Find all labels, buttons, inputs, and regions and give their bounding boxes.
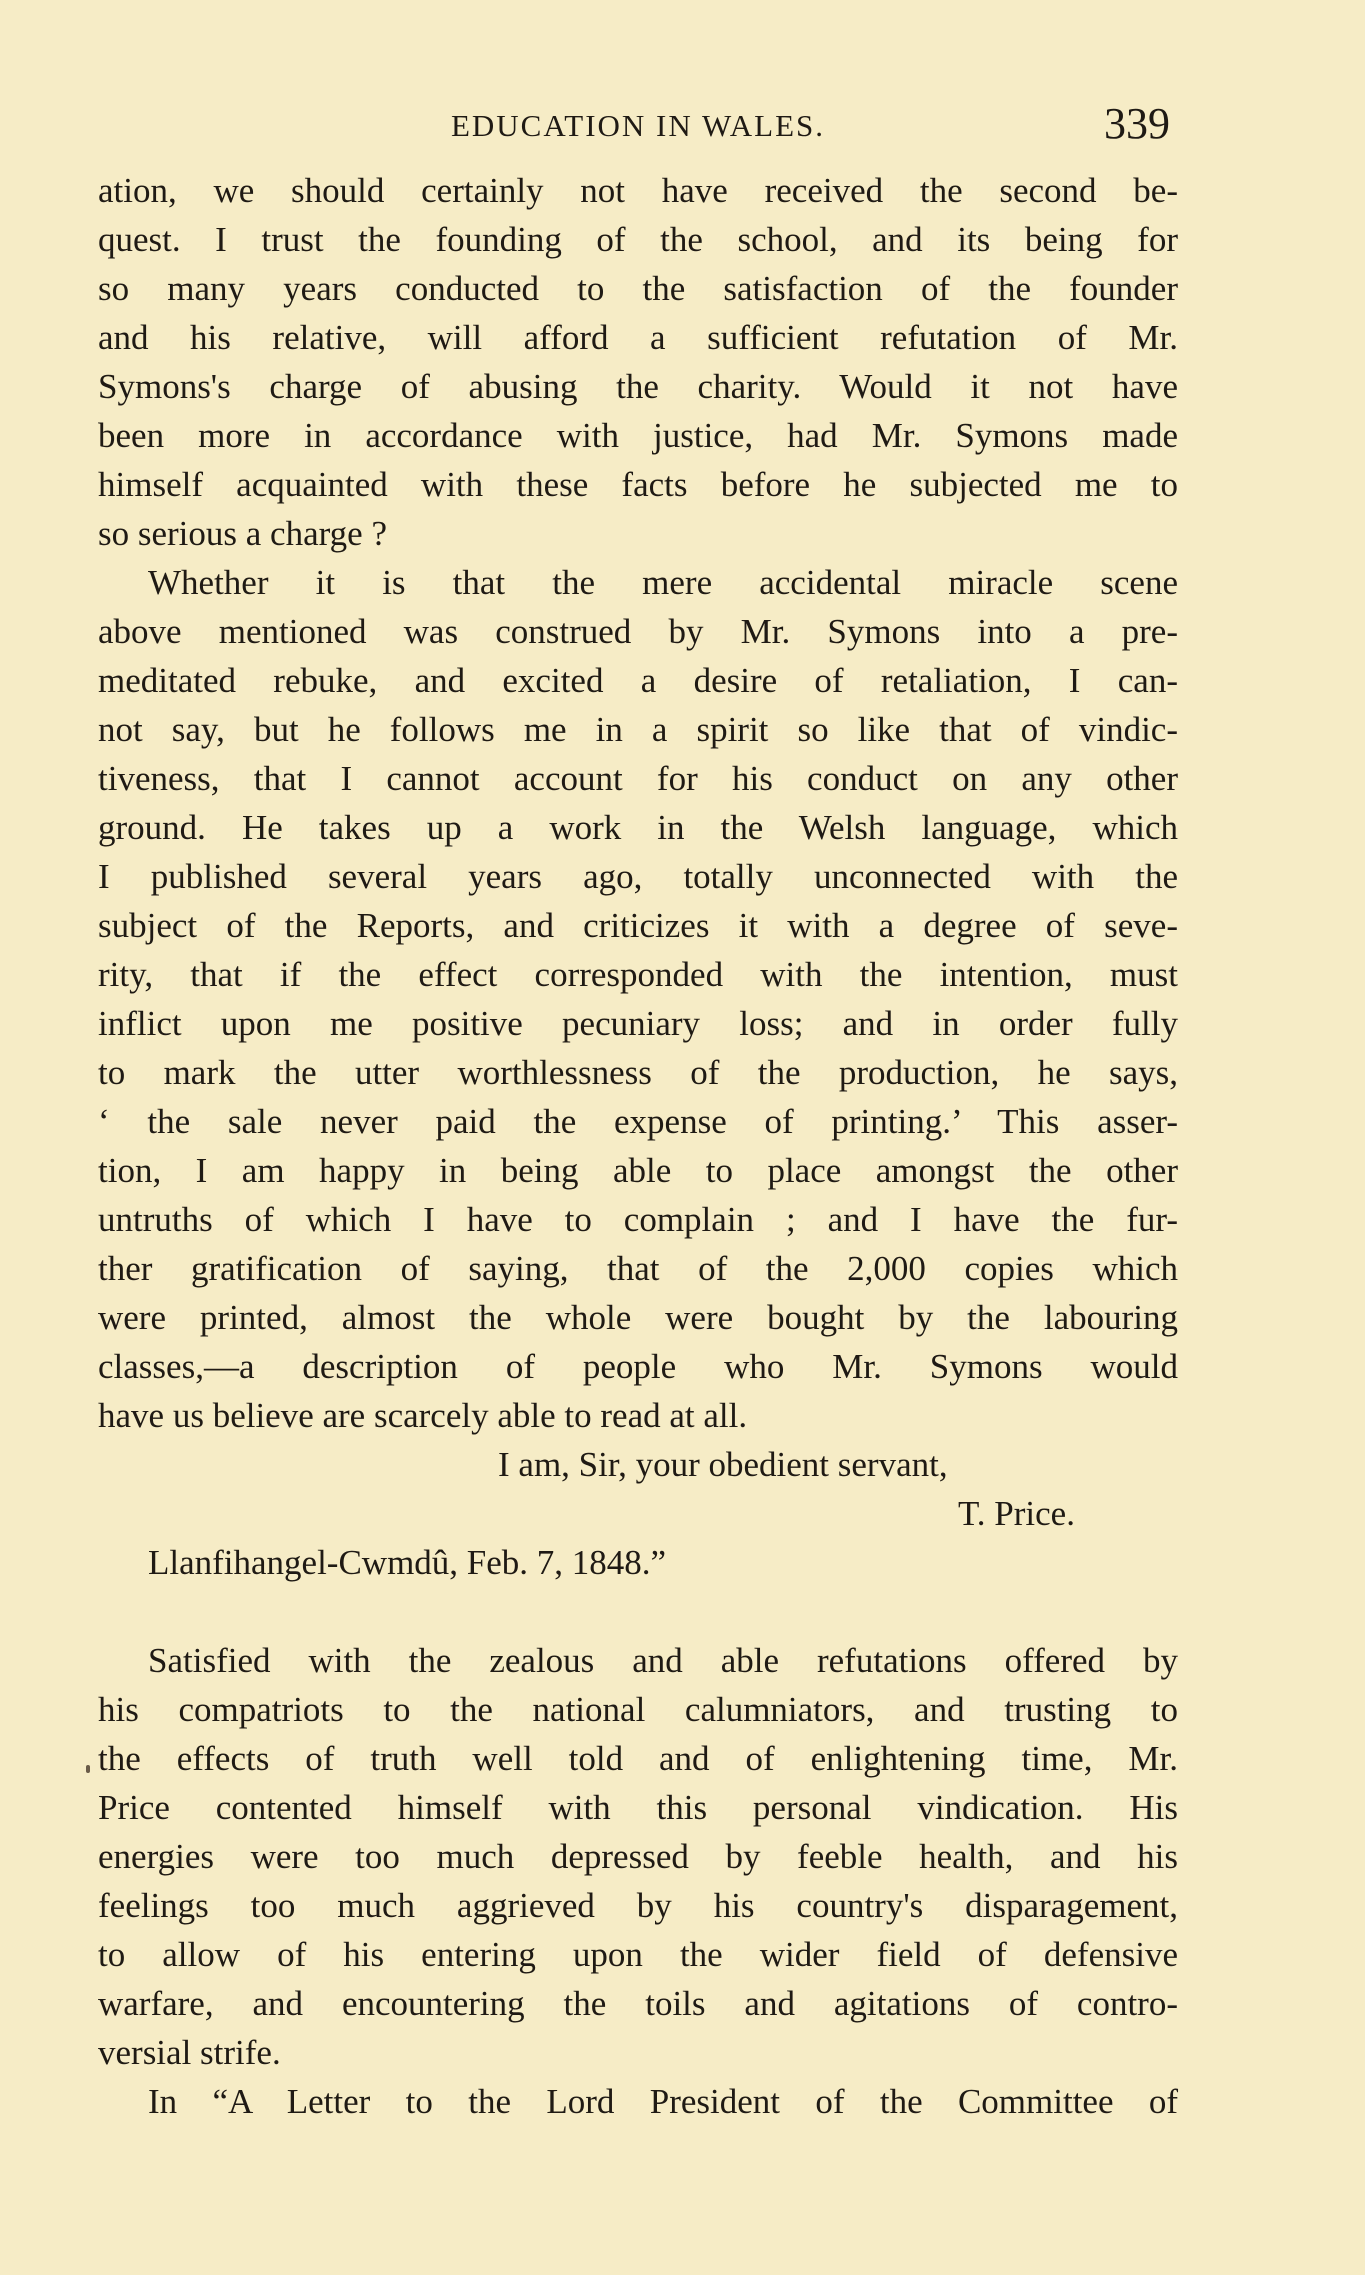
text-line: Satisfied with the zealous and able refutations offered by: [148, 1641, 1178, 1680]
text-line: untruths of which I have to complain ; and I have the fur-: [98, 1200, 1178, 1239]
text-line: so serious a charge ?: [98, 514, 387, 553]
narrative-paragraph: [98, 1636, 1178, 2077]
text-line: were printed, almost the whole were bought by the labouring: [98, 1298, 1178, 1337]
place-and-date: Llanfihangel-Cwmdû, Feb. 7, 1848.”: [148, 1543, 667, 1582]
text-line: and his relative, will afford a sufficient refutation of Mr.: [98, 318, 1178, 357]
text-line: subject of the Reports, and criticizes it with a degree of seve-: [98, 906, 1178, 945]
paragraph-gap: [98, 1587, 1178, 1636]
letter-paragraph: [98, 558, 1178, 1440]
letter-closing: [98, 1440, 1178, 1587]
text-line: the effects of truth well told and of enlightening time, Mr.: [98, 1739, 1178, 1778]
text-line: Whether it is that the mere accidental miracle scene: [148, 563, 1178, 602]
closing-salutation: I am, Sir, your obedient servant,: [498, 1445, 948, 1484]
margin-mark: [86, 1765, 90, 1773]
text-line: energies were too much depressed by feeble health, and his: [98, 1837, 1178, 1876]
text-line: been more in accordance with justice, had Mr. Symons made: [98, 416, 1178, 455]
text-line: classes,—a description of people who Mr. Symons would: [98, 1347, 1178, 1386]
text-line: inflict upon me positive pecuniary loss; and in order fully: [98, 1004, 1178, 1043]
text-line: ‘ the sale never paid the expense of printing.’ This asser-: [98, 1102, 1178, 1141]
text-line: versial strife.: [98, 2033, 281, 2072]
body-text: [98, 166, 1178, 2126]
text-line: himself acquainted with these facts before he subjected me to: [98, 465, 1178, 504]
text-line: not say, but he follows me in a spirit so like that of vindic-: [98, 710, 1178, 749]
text-line: quest. I trust the founding of the school, and its being for: [98, 220, 1178, 259]
text-line: ation, we should certainly not have received the second be-: [98, 171, 1178, 210]
text-line: above mentioned was construed by Mr. Symons into a pre-: [98, 612, 1178, 651]
text-line: In “A Letter to the Lord President of the Committee of: [148, 2082, 1178, 2121]
text-line: Price contented himself with this personal vindication. His: [98, 1788, 1178, 1827]
text-line: so many years conducted to the satisfaction of the founder: [98, 269, 1178, 308]
text-line: ther gratification of saying, that of the 2,000 copies which: [98, 1249, 1178, 1288]
text-line: tion, I am happy in being able to place amongst the other: [98, 1151, 1178, 1190]
text-line: rity, that if the effect corresponded with the intention, must: [98, 955, 1178, 994]
text-line: to allow of his entering upon the wider field of defensive: [98, 1935, 1178, 1974]
text-line: I published several years ago, totally unconnected with the: [98, 857, 1178, 896]
text-line: to mark the utter worthlessness of the production, he says,: [98, 1053, 1178, 1092]
text-line: have us believe are scarcely able to read at all.: [98, 1396, 748, 1435]
text-line: ground. He takes up a work in the Welsh language, which: [98, 808, 1178, 847]
text-line: tiveness, that I cannot account for his conduct on any other: [98, 759, 1178, 798]
text-line: his compatriots to the national calumniators, and trusting to: [98, 1690, 1178, 1729]
text-line: Symons's charge of abusing the charity. Would it not have: [98, 367, 1178, 406]
signature: T. Price.: [958, 1494, 1075, 1533]
page-number: 339: [1104, 99, 1170, 148]
text-line: feelings too much aggrieved by his country's disparagement,: [98, 1886, 1178, 1925]
running-title: EDUCATION IN WALES.: [450, 108, 826, 143]
text-line: meditated rebuke, and excited a desire of retaliation, I can-: [98, 661, 1178, 700]
text-line: warfare, and encountering the toils and agitations of contro-: [98, 1984, 1178, 2023]
running-head: [98, 98, 1178, 158]
letter-paragraph-continued: [98, 166, 1178, 558]
